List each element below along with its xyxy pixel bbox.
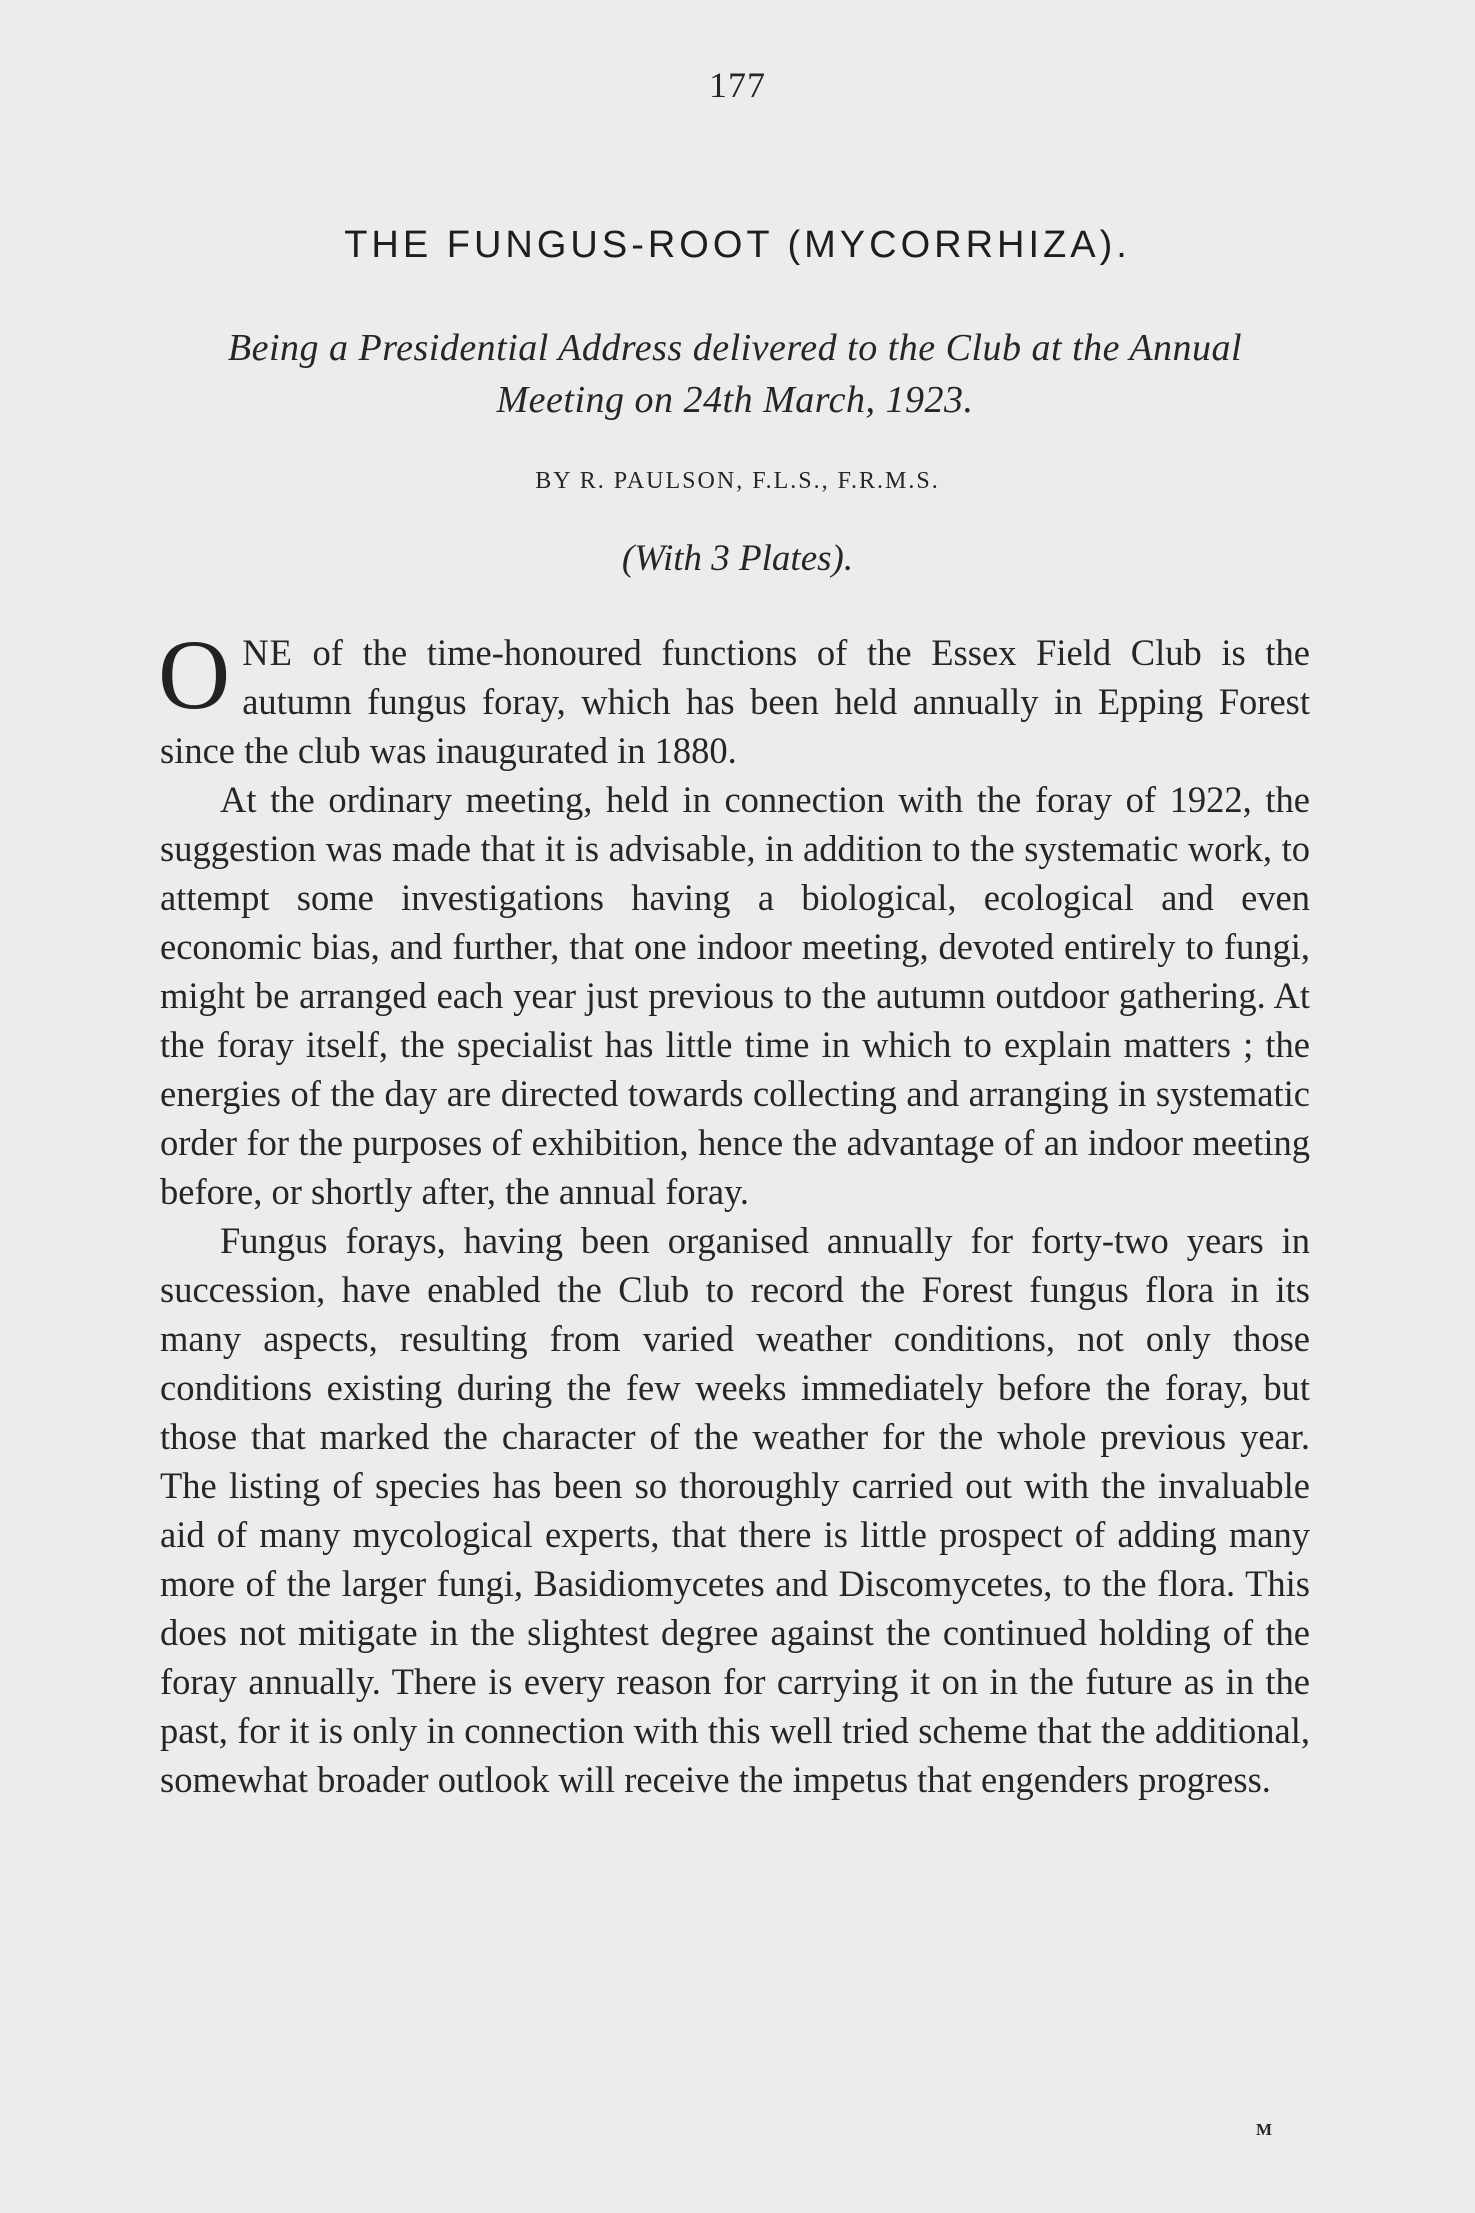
paragraph-1-caps: NE — [242, 632, 293, 673]
drop-cap: O — [158, 619, 231, 730]
paragraph-1-text: of the time-honoured functions of the Essex Field Club is the autumn fungus foray, which has been held annually in Epping Forest since the club was inaugurated in 1880. — [160, 632, 1310, 771]
article-title: THE FUNGUS-ROOT (MYCORRHIZA). — [344, 224, 1131, 266]
signature-mark: M — [1256, 2120, 1274, 2139]
subtitle-line-1: Being a Presidential Address delivered to the Club at the Annual — [227, 327, 1243, 369]
paragraph-1 — [158, 619, 1310, 775]
paragraph-2: At the ordinary meeting, held in connection with the foray of 1922, the suggestion was made that it is advisable, in addition to the systematic work, to attempt some investigations having a biological, ecological and even economic bias, and further, that one indoor meeting, devoted entirely to fungi, might be arranged each year just previous to the autumn outdoor gathering. At the foray itself, the specialist has little time in which to explain matters ; the energies of the day are directed towards collecting and arranging in systematic order for the purposes of exhibition, hence the advantage of an indoor meeting before, or shortly after, the annual foray. — [160, 779, 1310, 1212]
author-byline: BY R. PAULSON, F.L.S., F.R.M.S. — [535, 468, 940, 494]
paragraph-3: Fungus forays, having been organised annually for forty-two years in succession, have enabled the Club to record the Forest fungus flora in its many aspects, resulting from varied weather conditions, not only those conditions existing during the few weeks immediately before the foray, but those that marked the character of the weather for the whole previous year. The listing of species has been so thoroughly carried out with the invaluable aid of many mycological experts, that there is little prospect of adding many more of the larger fungi, Basidiomycetes and Discomycetes, to the flora. This does not mitigate in the slightest degree against the continued holding of the foray annually. There is every reason for carrying it on in the future as in the past, for it is only in connection with this well tried scheme that the additional, somewhat broader outlook will receive the impetus that engenders progress. — [160, 1220, 1310, 1800]
article-body — [158, 619, 1310, 1804]
plates-note: (With 3 Plates). — [621, 538, 854, 579]
page-number: 177 — [709, 65, 766, 105]
article-subtitle — [160, 322, 1310, 426]
subtitle-line-2: Meeting on 24th March, 1923. — [496, 379, 974, 421]
